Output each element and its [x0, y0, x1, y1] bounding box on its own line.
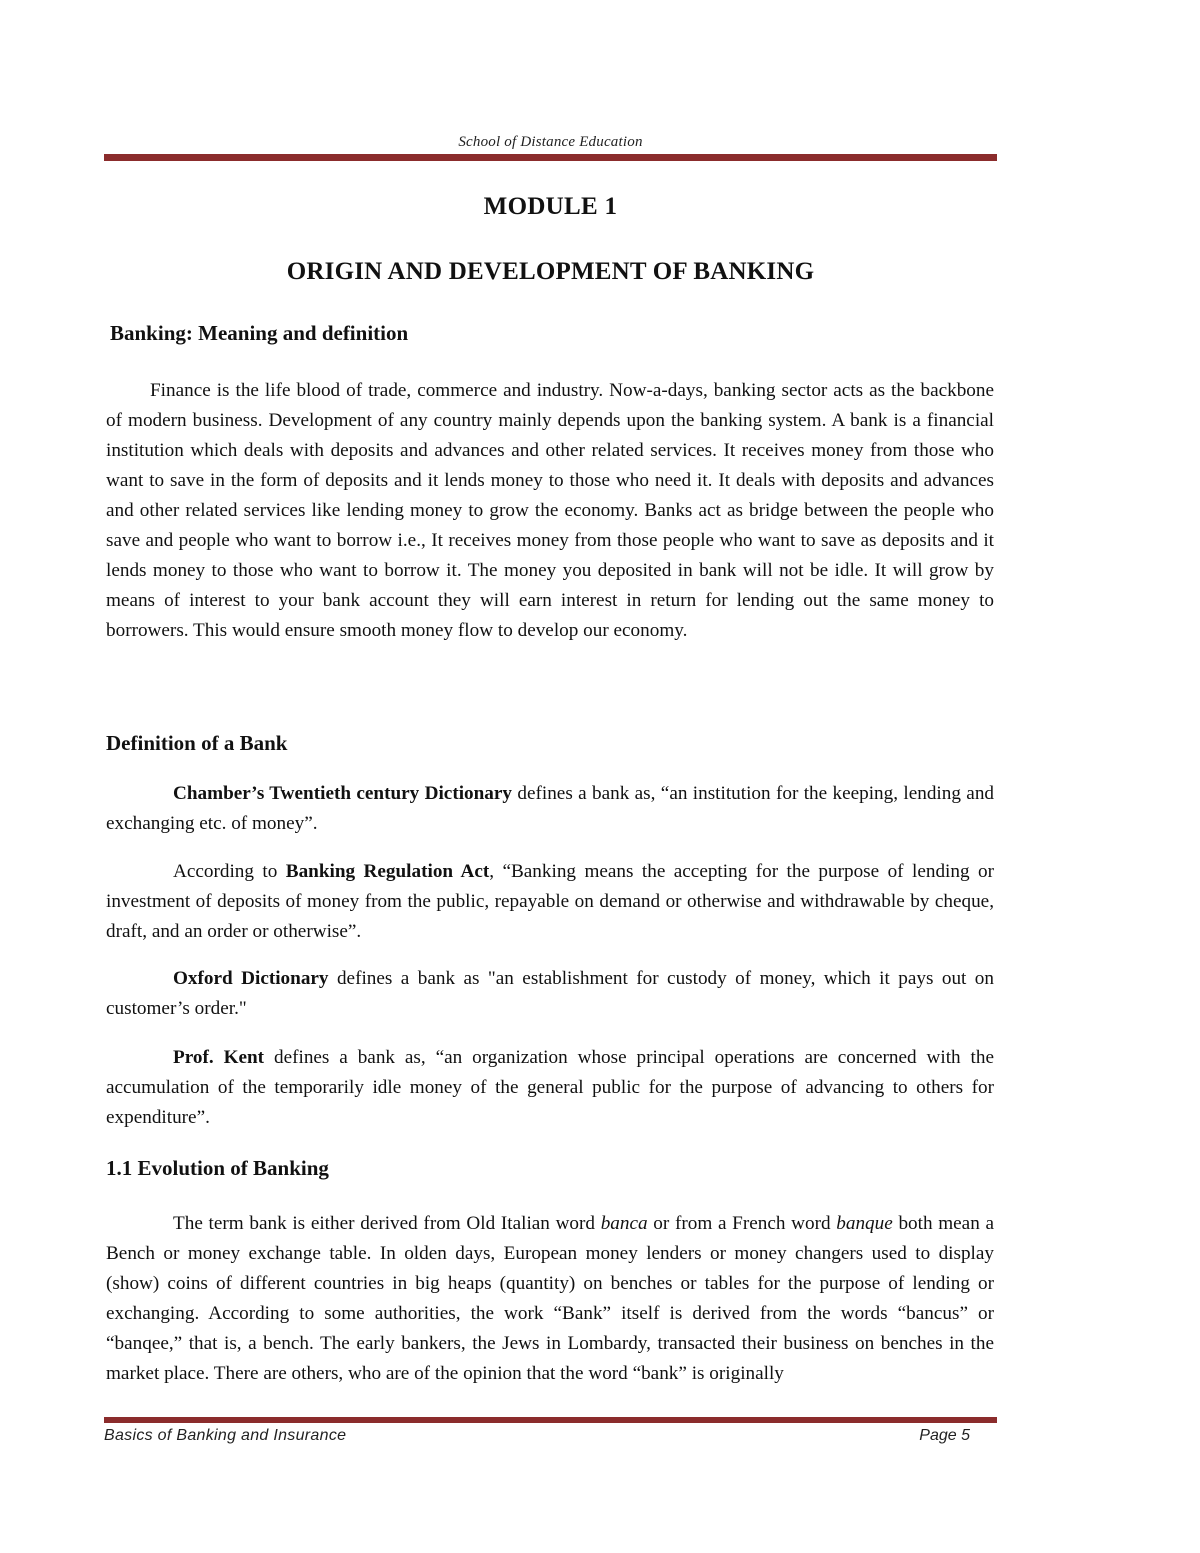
definition-prefix: According to [173, 861, 286, 882]
running-header: School of Distance Education [458, 134, 643, 150]
definition-text: defines a bank as "an establishment for custody of money, which it pays out on customer’s order." [106, 968, 994, 1019]
section-heading-definition: Definition of a Bank [106, 731, 288, 755]
definition-oxford [106, 964, 994, 1024]
section-heading-evolution: 1.1 Evolution of Banking [106, 1156, 329, 1180]
definition-text: , “Banking means the accepting for the purpose of lending or investment of deposits of money from the public, repayable on demand or otherwise and withdrawable by cheque, draft, and an order or otherwise”. [106, 861, 994, 942]
header-rule [104, 154, 997, 161]
definition-source: Chamber’s Twentieth century Dictionary [173, 783, 513, 804]
definition-chambers [106, 779, 994, 839]
footer-page-number: Page 5 [919, 1427, 970, 1444]
paragraph-evolution [106, 1209, 994, 1419]
definition-banking-regulation-act [106, 857, 994, 947]
section-heading-meaning: Banking: Meaning and definition [110, 321, 409, 345]
chapter-title: ORIGIN AND DEVELOPMENT OF BANKING [286, 258, 815, 285]
italic-term-banque: banque [836, 1213, 893, 1234]
evolution-text-3: both mean a Bench or money exchange table. In olden days, European money lenders or money changers used to display (show) coins of different countries in big heaps (quantity) on benches or tables for the purpose of lending or exchanging. According to some authorities, the work “Bank” itself is derived from the words “bancus” or “banqee,” that is, a bench. The early bankers, the Jews in Lombardy, transacted their business on benches in the market place. There are others, who are of the opinion that the word “bank” is originally [106, 1213, 994, 1384]
evolution-text-1: The term bank is either derived from Old Italian word [173, 1213, 601, 1234]
footer-book-title: Basics of Banking and Insurance [104, 1427, 347, 1444]
definition-prof-kent [106, 1043, 994, 1133]
definition-source: Banking Regulation Act [285, 861, 490, 882]
italic-term-banca: banca [600, 1213, 648, 1234]
paragraph-meaning: Finance is the life blood of trade, commerce and industry. Now-a-days, banking sector acts as the backbone of modern business. Development of any country mainly depends upon the banking system. A bank is a financial institution which deals with deposits and advances and other related services. It receives money from those who want to save in the form of deposits and it lends money to those who need it. It deals with deposits and advances and other related services like lending money to grow the economy. Banks act as bridge between the people who save and people who want to borrow i.e., It receives money from those people who want to save as deposits and it lends money to those who want to borrow it. The money you deposited in bank will not be idle. It will grow by means of interest to your bank account they will earn interest in return for lending out the same money to borrowers. This would ensure smooth money flow to develop our economy. [106, 380, 994, 641]
module-title: MODULE 1 [483, 193, 618, 220]
definition-text: defines a bank as, “an institution for the keeping, lending and exchanging etc. of money”. [106, 783, 995, 834]
definition-source: Prof. Kent [173, 1047, 265, 1068]
definition-text: defines a bank as, “an organization whose principal operations are concerned with the accumulation of the temporarily idle money of the general public for the purpose of advancing to others for expenditure”. [106, 1047, 994, 1128]
evolution-text-2: or from a French word [647, 1213, 837, 1234]
definition-source: Oxford Dictionary [173, 968, 329, 989]
footer-rule [104, 1417, 997, 1423]
